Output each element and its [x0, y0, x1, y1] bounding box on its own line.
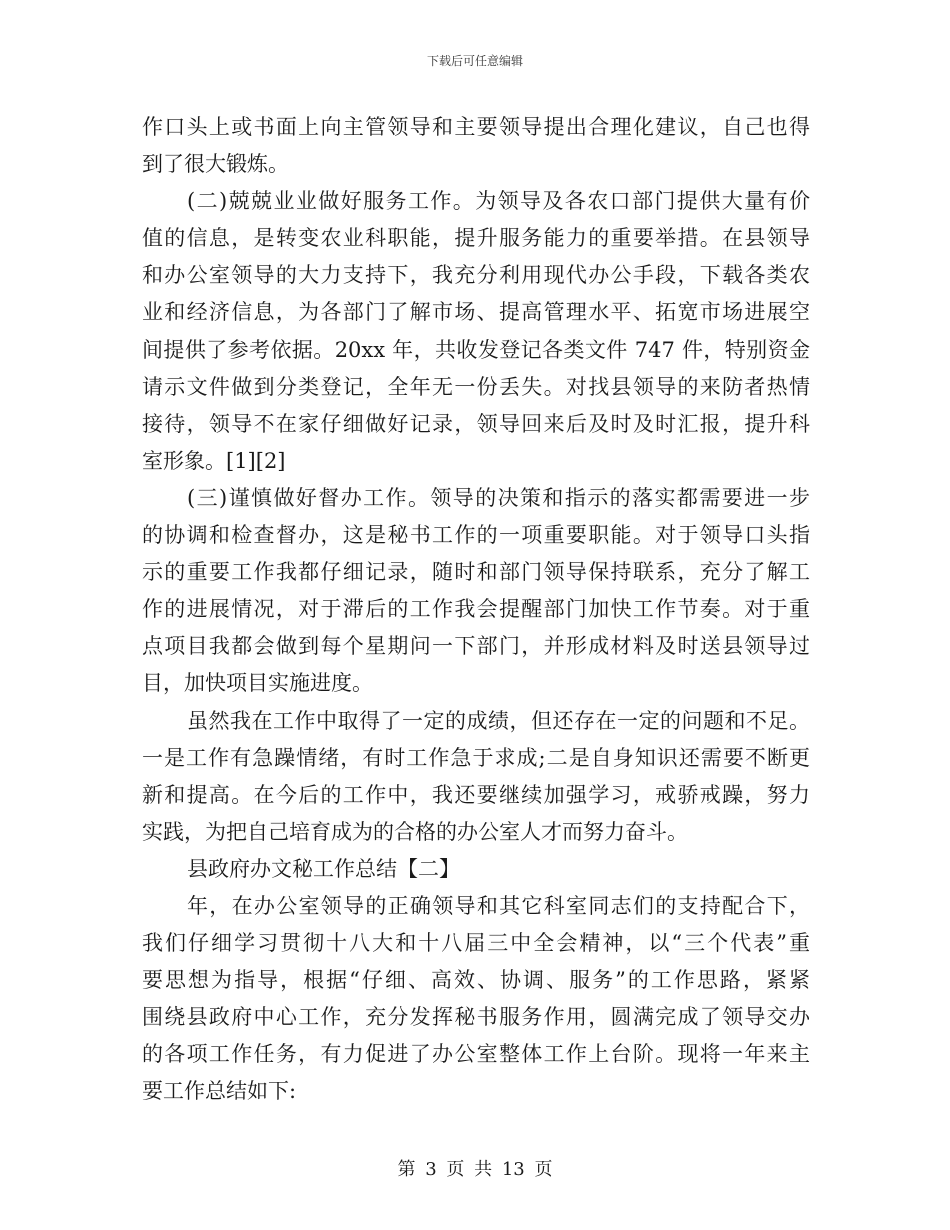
- paragraph: [142, 888, 810, 1111]
- text-line: 作口头上或书面上向主管领导和主要领导提出合理化建议，自己也得: [142, 115, 810, 139]
- text-line: 虽然我在工作中取得了一定的成绩，但还存在一定的问题和不足。: [187, 708, 810, 733]
- text-line: (三)谨慎做好督办工作。领导的决策和指示的落实都需要进一步: [187, 485, 810, 510]
- text-line: 和办公室领导的大力支持下，我充分利用现代办公手段，下载各类农: [142, 263, 810, 288]
- text-line: 示的重要工作我都仔细记录，随时和部门领导保持联系，充分了解工: [142, 560, 810, 585]
- paragraph: [142, 703, 810, 851]
- paragraph: [142, 480, 810, 703]
- text-line: 业和经济信息，为各部门了解市场、提高管理水平、拓宽市场进展空: [142, 300, 810, 325]
- text-line: 的协调和检查督办，这是秘书工作的一项重要职能。对于领导口头指: [142, 523, 810, 548]
- page-number: 第 3 页 共 13 页: [397, 1159, 553, 1180]
- text-line: 围绕县政府中心工作，充分发挥秘书服务作用，圆满完成了领导交办: [142, 1005, 810, 1030]
- text-line: 要思想为指导，根据“仔细、高效、协调、服务”的工作思路，紧紧: [142, 968, 810, 993]
- text-line: 间提供了参考依据。20xx 年，共收发登记各类文件 747 件，特别资金: [142, 337, 810, 362]
- text-line: 接待，领导不在家仔细做好记录，领导回来后及时及时汇报，提升科: [142, 411, 810, 436]
- text-line: 点项目我都会做到每个星期问一下部门，并形成材料及时送县领导过: [142, 634, 810, 659]
- text-line: 目，加快项目实施进度。: [142, 671, 373, 696]
- text-line: 一是工作有急躁情绪，有时工作急于求成;二是自身知识还需要不断更: [142, 745, 810, 770]
- paragraph: [142, 183, 810, 480]
- text-line: 要工作总结如下:: [142, 1079, 297, 1104]
- text-line: (二)兢兢业业做好服务工作。为领导及各农口部门提供大量有价: [187, 189, 810, 214]
- text-line: 实践，为把自己培育成为的合格的办公室人才而努力奋斗。: [142, 819, 688, 844]
- text-line: 的各项工作任务，有力促进了办公室整体工作上台阶。现将一年来主: [142, 1042, 810, 1067]
- paragraph: [142, 109, 810, 183]
- text-line: 请示文件做到分类登记，全年无一份丢失。对找县领导的来防者热情: [142, 374, 810, 399]
- text-line: 年，在办公室领导的正确领导和其它科室同志们的支持配合下，: [187, 893, 810, 918]
- text-line: 值的信息，是转变农业科职能，提升服务能力的重要举措。在县领导: [142, 226, 810, 251]
- text-line: 我们仔细学习贯彻十八大和十八届三中全会精神，以“三个代表”重: [142, 931, 810, 956]
- section-heading: [142, 851, 810, 888]
- text-line: 室形象。[1][2]: [142, 448, 286, 473]
- text-line: 作的进展情况，对于滞后的工作我会提醒部门加快工作节奏。对于重: [142, 597, 810, 622]
- document-body: [142, 109, 810, 1111]
- text-line: 新和提高。在今后的工作中，我还要继续加强学习，戒骄戒躁，努力: [142, 782, 810, 807]
- text-line: 县政府办文秘工作总结【二】: [187, 856, 460, 881]
- text-line: 到了很大锻炼。: [142, 152, 289, 177]
- page-header: 下载后可任意编辑: [426, 54, 523, 68]
